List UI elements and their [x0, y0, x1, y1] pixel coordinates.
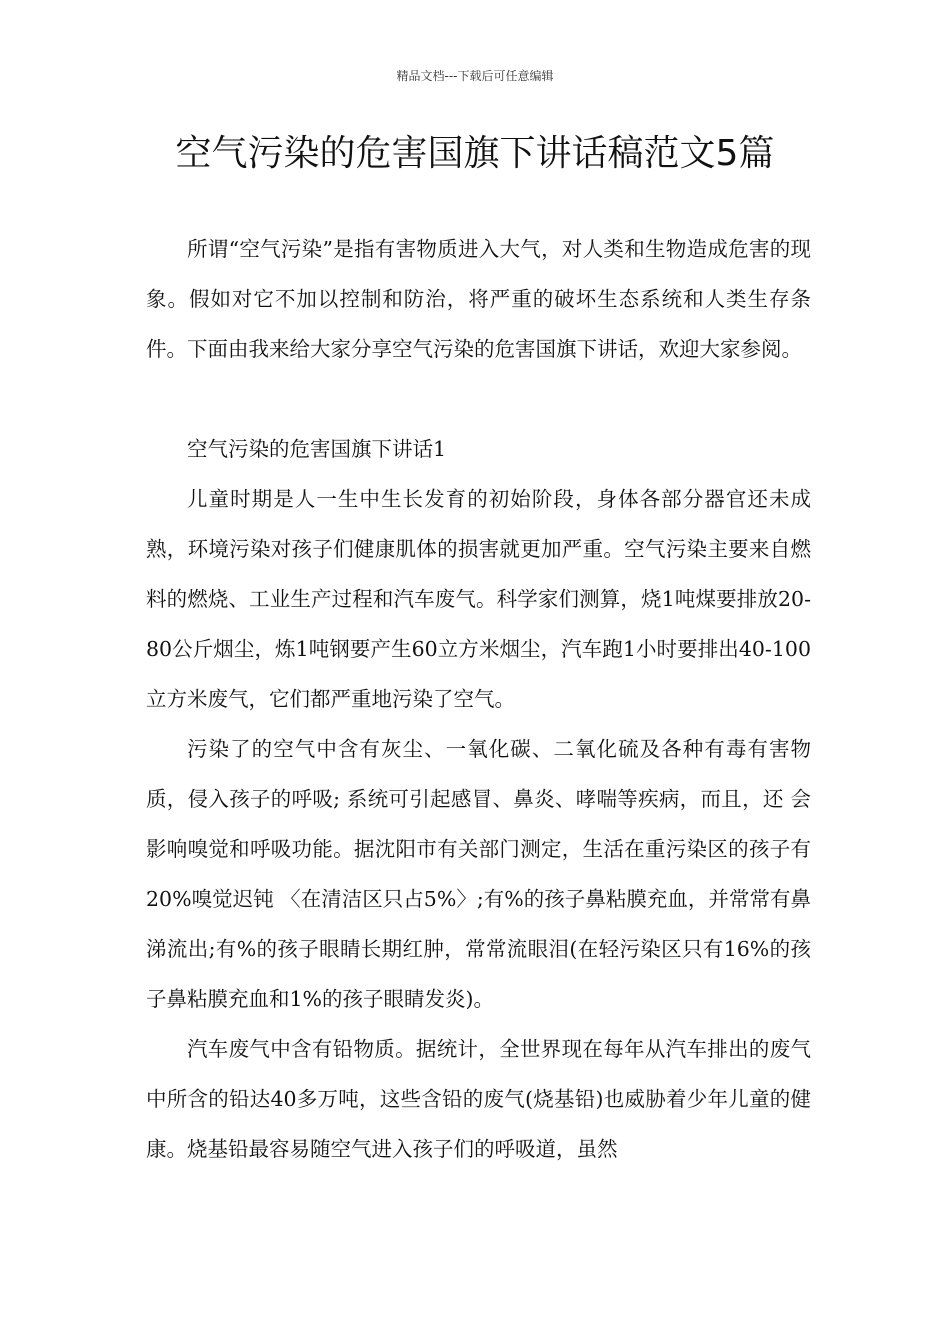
document-title: 空气污染的危害国旗下讲话稿范文5篇	[175, 133, 775, 174]
document-body	[146, 224, 811, 1174]
body-paragraph: 儿童时期是人一生中生长发育的初始阶段，身体各部分器官还未成熟，环境污染对孩子们健康肌体的损害就更加严重。空气污染主要来自燃料的燃烧、工业生产过程和汽车废气。科学家们测算，烧1吨煤要排放20-80公斤烟尘，炼1吨钢要产生60立方米烟尘，汽车跑1小时要排出40-100立方米废气，它们都严重地污染了空气。	[146, 487, 811, 711]
body-paragraph: 污染了的空气中含有灰尘、一氧化碳、二氧化硫及各种有毒有害物质，侵入孩子的呼吸; 系统可引起感冒、鼻炎、哮喘等疾病，而且，还 会影响嗅觉和呼吸功能。据沈阳市有关部门测定，生活在重污染区的孩子有20%嗅觉迟钝 〈在清洁区只占5%〉;有%的孩子鼻粘膜充血，并常常有鼻涕流出;有%的孩子眼睛长期红肿，常常流眼泪(在轻污染区只有16%的孩子鼻粘膜充血和1%的孩子眼睛发炎)。	[146, 737, 811, 1011]
section-heading: 空气污染的危害国旗下讲话1	[187, 437, 447, 461]
body-paragraph: 汽车废气中含有铅物质。据统计，全世界现在每年从汽车排出的废气中所含的铅达40多万吨，这些含铅的废气(烧基铅)也威胁着少年儿童的健康。烧基铅最容易随空气进入孩子们的呼吸道，虽然	[146, 1037, 811, 1161]
intro-paragraph: 所谓“空气污染”是指有害物质进入大气，对人类和生物造成危害的现象。假如对它不加以控制和防治，将严重的破坏生态系统和人类生存条件。下面由我来给大家分享空气污染的危害国旗下讲话，欢迎大家参阅。	[146, 237, 811, 361]
page-header-note: 精品文档---下载后可任意编辑	[396, 69, 554, 83]
